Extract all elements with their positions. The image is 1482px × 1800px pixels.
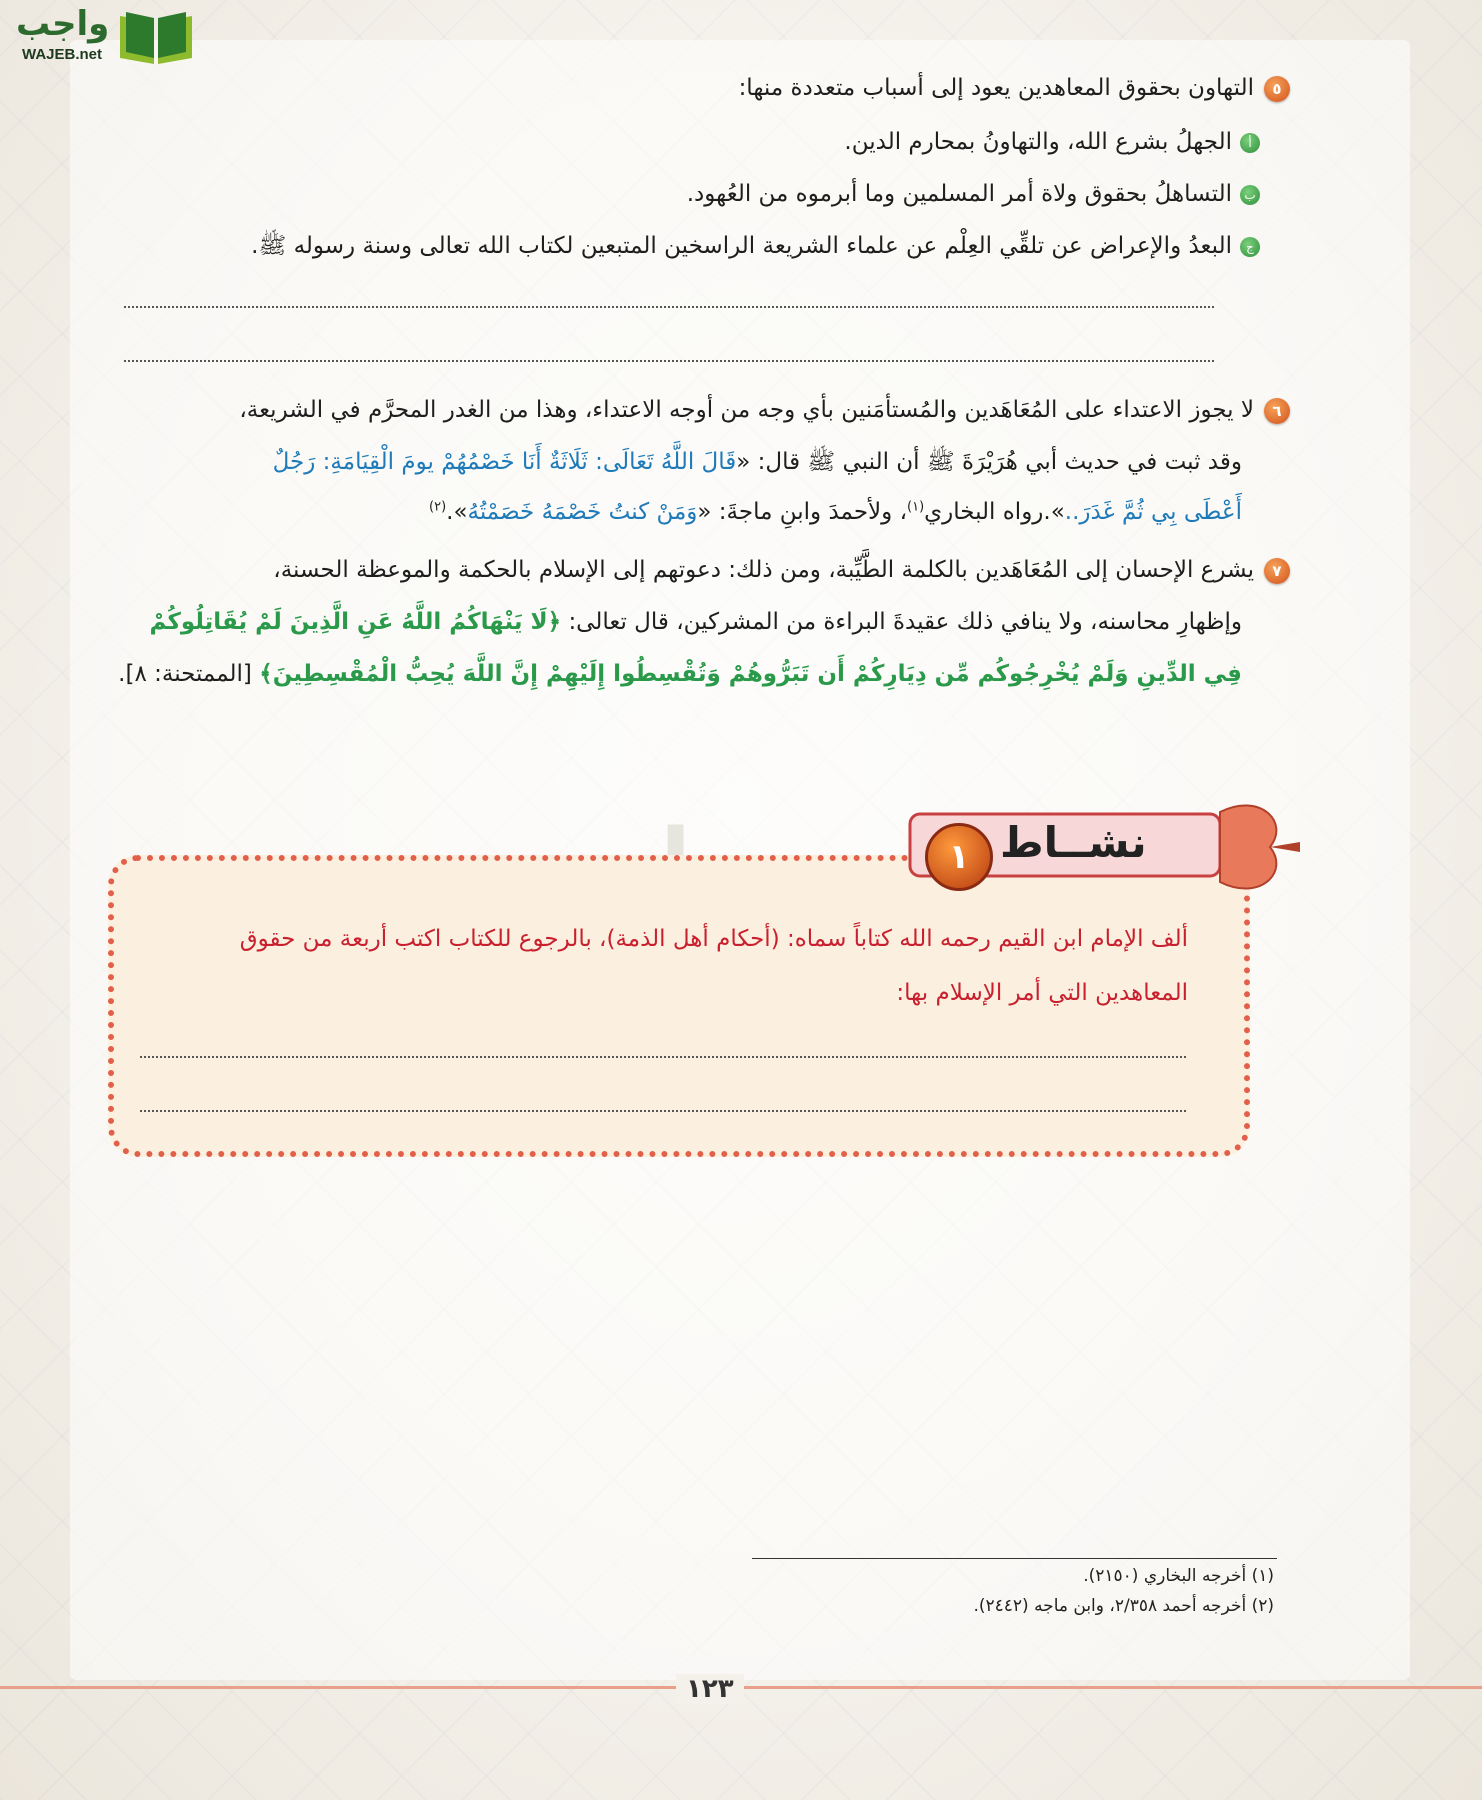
sub-a-text: الجهلُ بشرع الله، والتهاونُ بمحارم الدين. [844, 129, 1232, 155]
page-number: ١٢٣ [676, 1674, 744, 1704]
footnote-1: (١) أخرجه البخاري (٢١٥٠). [1083, 1566, 1274, 1586]
activity-answer-line[interactable] [140, 1056, 1186, 1058]
item-6-line2-plain: وقد ثبت في حديث أبي هُرَيْرَةَ ﷺ أن النبي ﷺ قال: « [736, 449, 1242, 475]
footnote-divider [752, 1558, 1277, 1559]
item-6-badge: ٦ [1264, 398, 1290, 424]
item-6-line3-plain: ».رواه البخاري [924, 499, 1065, 525]
quran-verse: ﴿لَا يَنْهَاكُمُ اللَّهُ عَنِ الَّذِينَ لَمْ يُقَاتِلُوكُمْ [149, 609, 562, 635]
item-6-line2 [273, 446, 1242, 478]
item-6-line3-plain2: ، ولأحمدَ وابنِ ماجةَ: « [697, 499, 907, 525]
item-5 [739, 72, 1290, 104]
item-7-badge: ٧ [1264, 558, 1290, 584]
sub-a-badge: أ [1240, 133, 1260, 153]
item-5-sub-b [687, 178, 1260, 210]
item-5-text: التهاون بحقوق المعاهدين يعود إلى أسباب متعددة منها: [738, 75, 1254, 101]
item-6-line3-end: ». [446, 499, 468, 525]
sub-b-text: التساهلُ بحقوق ولاة أمر المسلمين وما أبرموه من العُهود. [686, 181, 1232, 207]
footnote-ref-2[interactable]: (٢) [429, 499, 447, 515]
activity-answer-line[interactable] [140, 1110, 1186, 1112]
activity-line2: المعاهدين التي أمر الإسلام بها: [896, 980, 1188, 1006]
hadith-text: أَعْطَى بِي ثُمَّ غَدَرَ.. [1064, 499, 1242, 525]
item-7-line2 [149, 606, 1242, 638]
sub-b-badge: ب [1240, 185, 1260, 205]
item-7-line2-plain: وإظهارِ محاسنه، ولا ينافي ذلك عقيدةَ البراءة من المشركين، قال تعالى: [568, 609, 1242, 635]
quran-reference: [الممتحنة: ٨]. [118, 661, 252, 687]
activity-line1: ألف الإمام ابن القيم رحمه الله كتاباً سماه: (أحكام أهل الذمة)، بالرجوع للكتاب اكتب أربعة من حقوق [239, 926, 1188, 952]
footnote-ref-1[interactable]: (١) [907, 499, 925, 515]
item-7-line3 [118, 658, 1242, 690]
item-5-sub-c [251, 230, 1260, 262]
item-5-badge: ٥ [1264, 76, 1290, 102]
item-7 [273, 554, 1290, 586]
item-5-sub-a [844, 126, 1260, 158]
logo-arabic: واجب [16, 4, 110, 44]
logo-latin: WAJEB.net [22, 46, 103, 63]
item-6 [239, 394, 1290, 426]
item-6-line1: لا يجوز الاعتداء على المُعَاهَدين والمُستأمَنين بأي وجه من أوجه الاعتداء، وهذا من الغدر المحرَّم في الشريعة، [239, 397, 1254, 423]
answer-line[interactable] [124, 360, 1214, 362]
sub-c-badge: ج [1240, 237, 1260, 257]
activity-label: نشــاط [1000, 818, 1147, 867]
activity-number: ١ [925, 823, 993, 891]
book-icon [116, 8, 196, 66]
hadith-text: وَمَنْ كنتُ خَصْمَهُ خَصَمْتُهُ [467, 499, 698, 525]
item-6-line3 [429, 496, 1242, 528]
item-7-line1: يشرع الإحسان إلى المُعَاهَدين بالكلمة الطَّيِّبة، ومن ذلك: دعوتهم إلى الإسلام بالحكمة والموعظة الحسنة، [273, 557, 1254, 583]
footnote-2: (٢) أخرجه أحمد ٢/٣٥٨، وابن ماجه (٢٤٤٢). [973, 1596, 1274, 1616]
site-logo[interactable] [10, 4, 190, 68]
hadith-text: قَالَ اللَّهُ تَعَالَى: ثَلَاثَةٌ أَنَا خَصْمُهُمْ يومَ الْقِيَامَةِ: رَجُلٌ [272, 449, 737, 475]
quran-verse: فِي الدِّينِ وَلَمْ يُخْرِجُوكُم مِّن دِيَارِكُمْ أَن تَبَرُّوهُمْ وَتُقْسِطُوا إِلَيْهِمْ إِنَّ اللَّهَ يُحِبُّ الْمُقْسِطِينَ﴾ [259, 661, 1242, 687]
sub-c-text: البعدُ والإعراض عن تلقِّي العِلْم عن علماء الشريعة الراسخين المتبعين لكتاب الله تعالى وسنة رسوله ﷺ. [251, 233, 1232, 259]
answer-line[interactable] [124, 306, 1214, 308]
